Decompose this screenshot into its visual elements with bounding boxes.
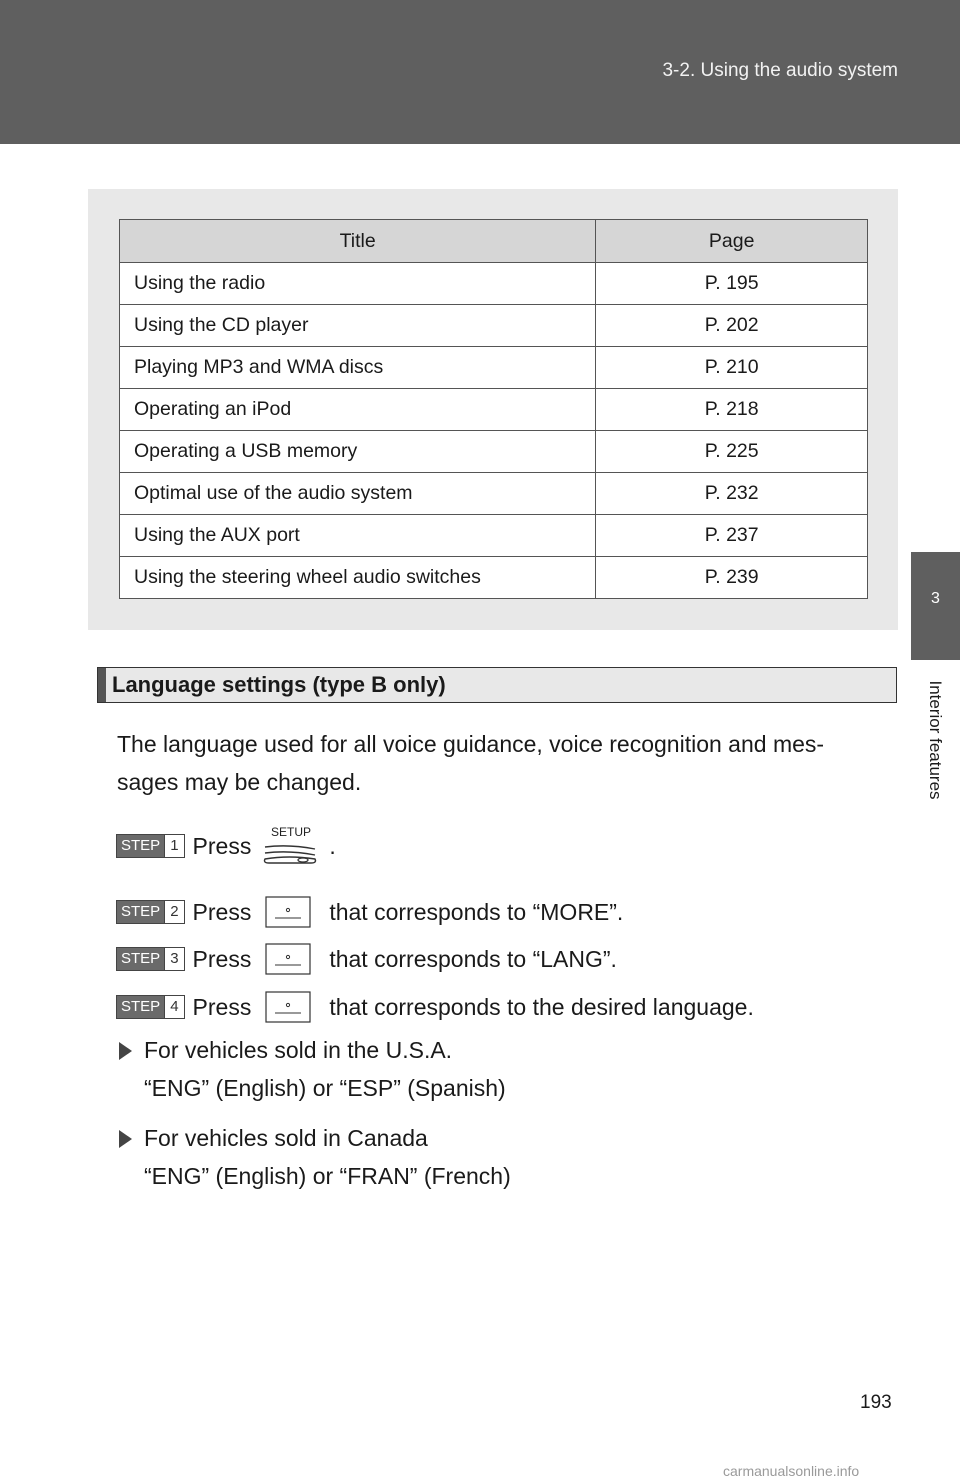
step-badge: [116, 834, 185, 858]
watermark: carmanualsonline.info: [723, 1463, 860, 1479]
bullet-usa: [119, 1031, 506, 1107]
toc-header-title: Title: [120, 220, 596, 263]
intro-line: sages may be changed.: [117, 769, 362, 795]
step-prefix: Press: [192, 945, 252, 972]
step-number: 1: [164, 835, 183, 857]
row-title: Optimal use of the audio system: [120, 473, 596, 515]
toc-panel: [88, 189, 898, 630]
table-row: [120, 473, 868, 515]
step-prefix: Press: [192, 898, 252, 925]
step-suffix: that corresponds to “MORE”.: [329, 898, 624, 925]
table-row: [120, 431, 868, 473]
step-3: [116, 944, 617, 974]
chapter-tab: [911, 552, 960, 660]
step-number: 3: [164, 948, 183, 970]
table-row: [120, 515, 868, 557]
step-word: STEP: [117, 835, 164, 857]
step-badge: [116, 995, 185, 1019]
step-word: STEP: [117, 901, 164, 923]
row-title: Using the AUX port: [120, 515, 596, 557]
heading-accent-bar: [98, 668, 106, 702]
bullet-title: For vehicles sold in the U.S.A.: [144, 1037, 453, 1063]
table-row: [120, 389, 868, 431]
step-1: [116, 825, 336, 861]
row-page: P. 210: [596, 347, 868, 389]
step-word: STEP: [117, 948, 164, 970]
step-word: STEP: [117, 996, 164, 1018]
row-page: P. 218: [596, 389, 868, 431]
step-4: [116, 992, 754, 1022]
row-page: P. 239: [596, 557, 868, 599]
table-row: [120, 305, 868, 347]
row-title: Using the CD player: [120, 305, 596, 347]
step-number: 4: [164, 996, 183, 1018]
table-row: [120, 557, 868, 599]
row-page: P. 225: [596, 431, 868, 473]
intro-line: The language used for all voice guidance, voice recognition and mes-: [117, 731, 825, 757]
chapter-label: Interior features: [926, 680, 945, 800]
row-title: Operating an iPod: [120, 389, 596, 431]
step-suffix: that corresponds to “LANG”.: [329, 945, 617, 972]
step-badge: [116, 900, 185, 924]
table-row: [120, 263, 868, 305]
section-heading: [97, 667, 897, 703]
row-page: P. 232: [596, 473, 868, 515]
row-page: P. 195: [596, 263, 868, 305]
row-title: Using the radio: [120, 263, 596, 305]
triangle-bullet-icon: [119, 1130, 132, 1148]
heading-text: Language settings (type B only): [112, 672, 446, 697]
step-2: [116, 897, 623, 927]
bullet-canada: [119, 1119, 511, 1195]
toc-header-page: Page: [596, 220, 868, 263]
step-number: 2: [164, 901, 183, 923]
bullet-detail: “ENG” (English) or “ESP” (Spanish): [144, 1075, 506, 1101]
row-title: Using the steering wheel audio switches: [120, 557, 596, 599]
triangle-bullet-icon: [119, 1042, 132, 1060]
row-page: P. 237: [596, 515, 868, 557]
setup-button-label: SETUP: [271, 825, 312, 839]
section-title: 3-2. Using the audio system: [662, 60, 898, 81]
step-prefix: Press: [192, 832, 252, 859]
chapter-number: 3: [931, 590, 940, 607]
preset-button-icon: [265, 896, 311, 928]
step-suffix: .: [329, 832, 336, 859]
row-title: Operating a USB memory: [120, 431, 596, 473]
toc-header-row: [120, 220, 868, 263]
page-number: 193: [860, 1392, 892, 1413]
row-page: P. 202: [596, 305, 868, 347]
toc-table: [119, 219, 868, 599]
setup-button-icon: [259, 825, 321, 867]
bullet-detail: “ENG” (English) or “FRAN” (French): [144, 1163, 511, 1189]
step-prefix: Press: [192, 993, 252, 1020]
preset-button-icon: [265, 943, 311, 975]
step-suffix: that corresponds to the desired language.: [329, 993, 754, 1020]
table-row: [120, 347, 868, 389]
row-title: Playing MP3 and WMA discs: [120, 347, 596, 389]
preset-button-icon: [265, 991, 311, 1023]
header-band: [0, 0, 960, 144]
step-badge: [116, 947, 185, 971]
intro-paragraph: [117, 725, 897, 801]
bullet-title: For vehicles sold in Canada: [144, 1125, 428, 1151]
